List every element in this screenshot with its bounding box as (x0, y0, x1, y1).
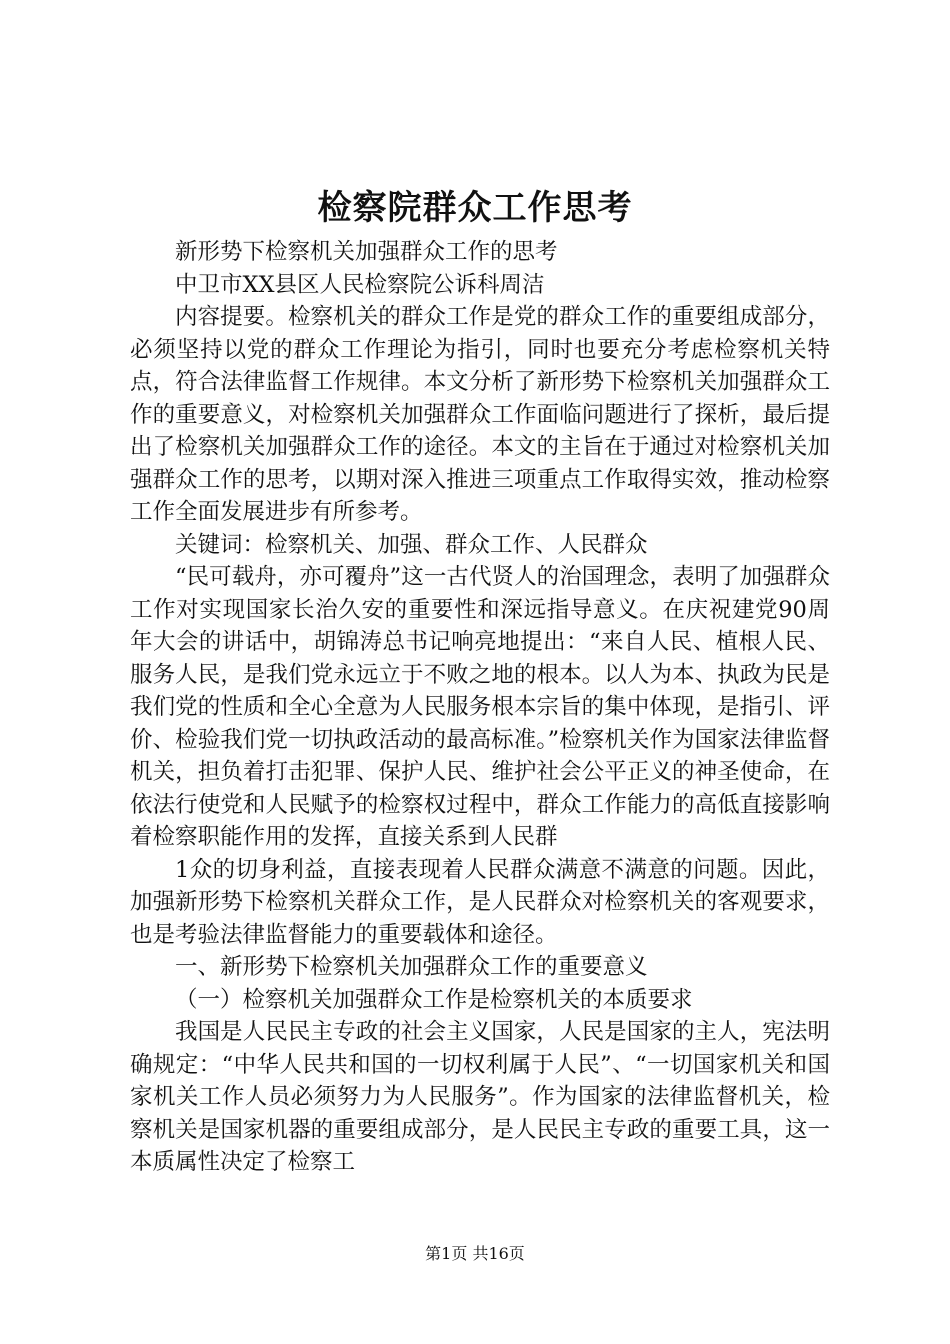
section-heading-1: 一、新形势下检察机关加强群众工作的重要意义 (175, 954, 648, 980)
subsection-heading-1: （一）检察机关加强群众工作是检察机关的本质要求 (175, 986, 693, 1013)
paragraph-body-3: 我国是人民民主专政的社会主义国家，人民是国家的主人，宪法明确规定：“中华人民共和国的一切权利属于人民”、“一切国家机关和国家机关工作人员必须努力为人民服务”。作为国家的法律监督机关，检察机关是国家机器的重要组成部分，是人民民主专政的重要工具，这一本质属性决定了检察工 (130, 1019, 830, 1175)
paragraph-author: 中卫市XX县区人民检察院公诉科周洁 (175, 271, 545, 298)
paragraph-keywords: 关键词：检察机关、加强、群众工作、人民群众 (175, 531, 648, 558)
page-number-footer: 第1页 共16页 (425, 1244, 525, 1263)
paragraph-subtitle: 新形势下检察机关加强群众工作的思考 (175, 239, 558, 265)
paragraph-body-1: “民可载舟，亦可覆舟”这一古代贤人的治国理念，表明了加强群众工作对实现国家长治久安的重要性和深远指导意义。在庆祝建党90周年大会的讲话中，胡锦涛总书记响亮地提出：“来自人民、植根人民、服务人民，是我们党永远立于不败之地的根本。以人为本、执政为民是我们党的性质和全心全意为人民服务根本宗旨的集中体现，是指引、评价、检验我们党一切执政活动的最高标准。”检察机关作为国家法律监督机关，担负着打击犯罪、保护人民、维护社会公平正义的神圣使命，在依法行使党和人民赋予的检察权过程中，群众工作能力的高低直接影响着检察职能作用的发挥，直接关系到人民群 (130, 564, 830, 850)
paragraph-abstract: 内容提要。检察机关的群众工作是党的群众工作的重要组成部分，必须坚持以党的群众工作理论为指引，同时也要充分考虑检察机关特点，符合法律监督工作规律。本文分析了新形势下检察机关加强群众工作的重要意义，对检察机关加强群众工作面临问题进行了探析，最后提出了检察机关加强群众工作的途径。本文的主旨在于通过对检察机关加强群众工作的思考，以期对深入推进三项重点工作取得实效，推动检察工作全面发展进步有所参考。 (130, 304, 830, 525)
page-title: 检察院群众工作思考 (317, 188, 633, 228)
document-body (130, 236, 830, 1179)
paragraph-body-2: 1众的切身利益，直接表现着人民群众满意不满意的问题。因此，加强新形势下检察机关群众工作，是人民群众对检察机关的客观要求，也是考验法律监督能力的重要载体和途径。 (130, 856, 830, 948)
